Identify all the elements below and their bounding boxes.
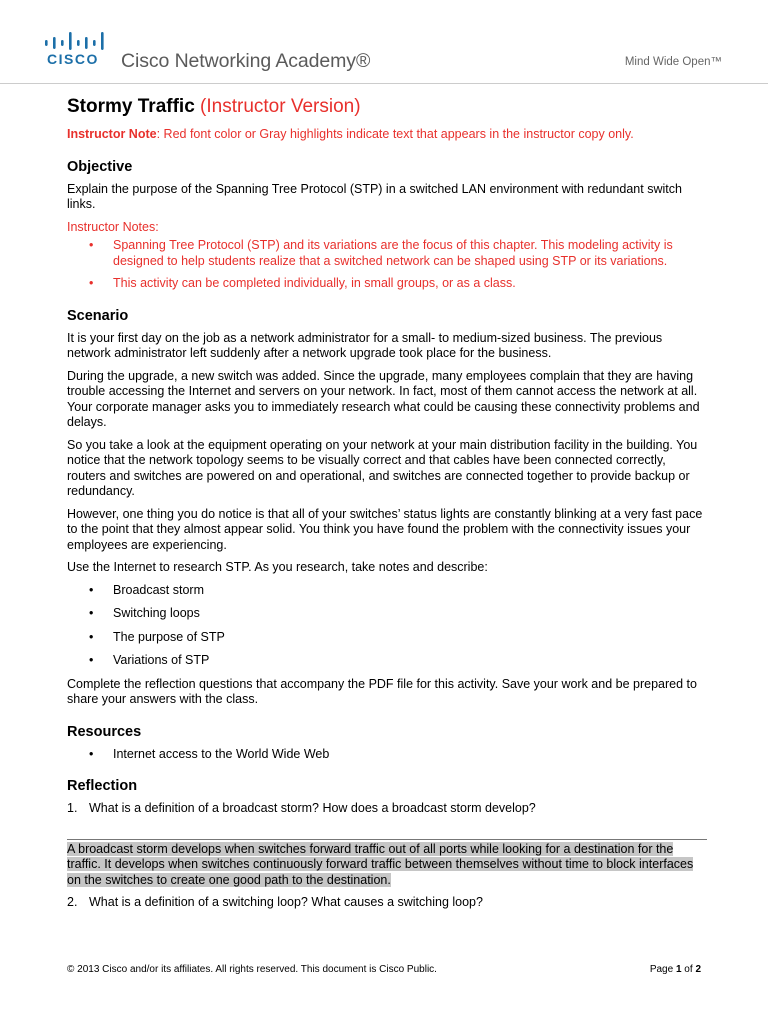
list-item: • Internet access to the World Wide Web bbox=[67, 747, 707, 763]
list-item: • The purpose of STP bbox=[67, 630, 707, 646]
instructor-note bbox=[67, 127, 707, 143]
document-body bbox=[67, 95, 707, 918]
research-topics-list bbox=[67, 583, 707, 669]
answer-text: A broadcast storm develops when switches forward traffic out of all ports while looking for a destination for the traffic. It develops when switches continuously forward traffic between themselves without time to block interfaces on the switches to create one good path to the destination. bbox=[67, 841, 694, 887]
scenario-paragraph: Use the Internet to research STP. As you research, take notes and describe: bbox=[67, 560, 488, 574]
question-text: What is a definition of a broadcast storm? How does a broadcast storm develop? bbox=[89, 801, 536, 815]
page-title bbox=[67, 95, 707, 119]
question-text: What is a definition of a switching loop? What causes a switching loop? bbox=[89, 895, 483, 909]
academy-name: Cisco Networking Academy® bbox=[121, 50, 371, 72]
page-of: of bbox=[681, 964, 696, 975]
list-item: • Switching loops bbox=[67, 606, 707, 622]
objective-text: Explain the purpose of the Spanning Tree Protocol (STP) in a switched LAN environment with redundant switch links. bbox=[67, 181, 682, 211]
total-pages: 2 bbox=[695, 964, 701, 975]
scenario-closing: Complete the reflection questions that accompany the PDF file for this activity. Save your work and be prepared to share your answers with the class. bbox=[67, 676, 697, 706]
instructor-note-label: Instructor Note bbox=[67, 127, 157, 141]
question-number: 1. bbox=[67, 801, 78, 815]
reflection-question bbox=[67, 801, 707, 817]
cisco-logo-text: CISCO bbox=[47, 51, 99, 67]
instructor-answer bbox=[67, 839, 707, 889]
page-number bbox=[650, 964, 701, 975]
scenario-paragraph: So you take a look at the equipment operating on your network at your main distribution facility in the building. You notice that the network topology seems to be visually correct and that cables have been connected correctly, routers and switches are powered on and operational, and switches are connected together to provide backup or redundancy. bbox=[67, 437, 698, 498]
scenario-paragraph: It is your first day on the job as a network administrator for a small- to medium-sized business. The previous network administrator left suddenly after a network upgrade took place for the business. bbox=[67, 330, 663, 360]
question-number: 2. bbox=[67, 895, 78, 909]
tagline: Mind Wide Open™ bbox=[624, 56, 722, 68]
title-main: Stormy Traffic bbox=[67, 96, 195, 117]
scenario-paragraph: However, one thing you do notice is that all of your switches’ status lights are constantly blinking at a very fast pace to the point that they almost appear solid. You think you have found the problem with the connectivity issues your employees are experiencing. bbox=[67, 506, 703, 552]
instructor-notes-label: Instructor Notes: bbox=[67, 219, 159, 234]
reflection-heading: Reflection bbox=[67, 778, 138, 794]
reflection-questions bbox=[67, 895, 707, 911]
resources-list bbox=[67, 747, 707, 763]
list-item: • Spanning Tree Protocol (STP) and its variations are the focus of this chapter. This modeling activity is designed to help students realize that a switched network can be shaped using STP or its variations. bbox=[67, 238, 707, 269]
resources-heading: Resources bbox=[67, 723, 142, 740]
list-item: • Broadcast storm bbox=[67, 583, 707, 599]
objective-heading: Objective bbox=[67, 158, 133, 175]
page-header bbox=[0, 0, 768, 84]
title-version: (Instructor Version) bbox=[200, 96, 361, 117]
instructor-note-text: : Red font color or Gray highlights indicate text that appears in the instructor copy only. bbox=[156, 127, 634, 141]
scenario-paragraph: During the upgrade, a new switch was added. Since the upgrade, many employees complain that they are having trouble accessing the Internet and servers on your network. In fact, most of them cannot access the network at all. Your corporate manager asks you to immediately research what could be causing these connectivity problems and delays. bbox=[67, 368, 700, 429]
instructor-notes-list bbox=[67, 238, 707, 292]
reflection-questions bbox=[67, 801, 707, 817]
header-divider bbox=[0, 83, 768, 84]
page-prefix: Page bbox=[649, 964, 676, 975]
list-item: • This activity can be completed individually, in small groups, or as a class. bbox=[67, 276, 707, 292]
list-item: • Variations of STP bbox=[67, 653, 707, 669]
cisco-bridge-logo-icon bbox=[44, 32, 110, 50]
copyright-text: © 2013 Cisco and/or its affiliates. All rights reserved. This document is Cisco Public. bbox=[67, 964, 437, 975]
reflection-question bbox=[67, 895, 707, 911]
current-page: 1 bbox=[675, 964, 682, 975]
scenario-heading: Scenario bbox=[67, 307, 129, 324]
